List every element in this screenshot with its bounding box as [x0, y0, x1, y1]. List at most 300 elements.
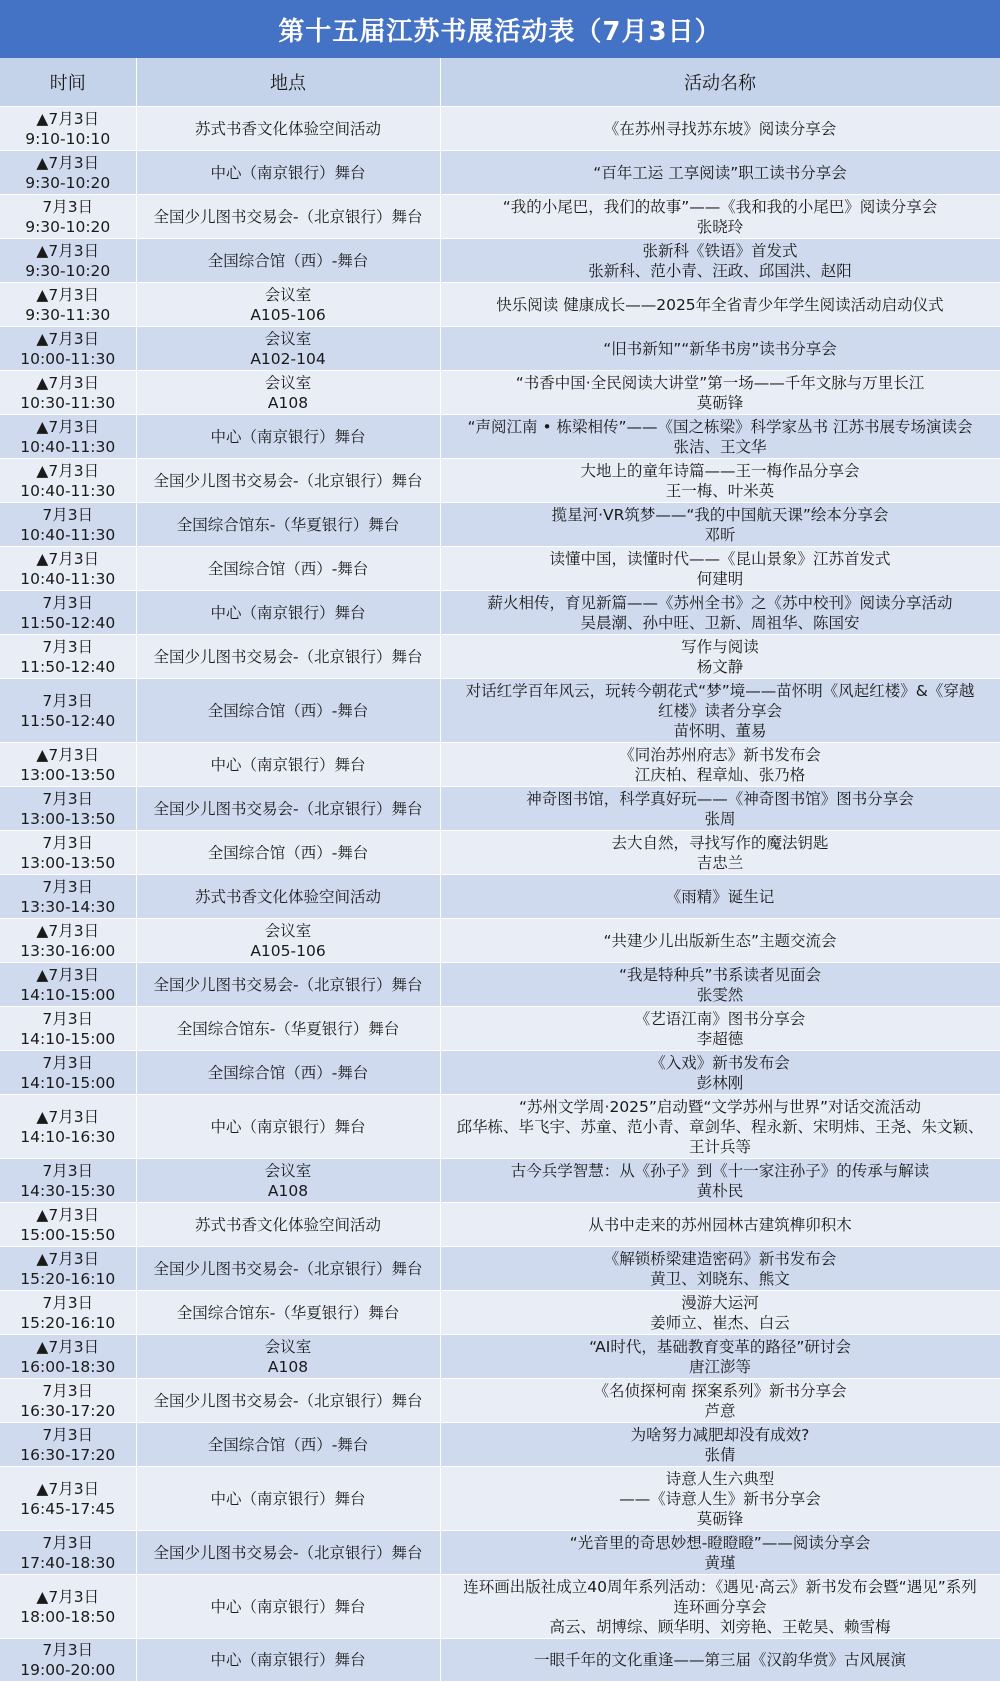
venue-cell — [136, 787, 440, 831]
table-row — [0, 547, 1000, 591]
venue-cell-line: 中心（南京银行）舞台 — [210, 1597, 366, 1616]
activity-cell-line: 一眼千年的文化重逢——第三届《汉韵华赏》古风展演 — [533, 1651, 906, 1669]
activity-cell-line: “苏州文学周·2025”启动暨“文学苏州与世界”对话交流活动 — [519, 1097, 921, 1116]
venue-cell — [136, 591, 440, 635]
activity-cell — [440, 1639, 1000, 1682]
table-row — [0, 327, 1000, 371]
venue-cell-line: 会议室 — [264, 285, 312, 304]
activity-cell-line: 为啥努力减肥却没有成效? — [630, 1425, 810, 1444]
activity-cell-line: 张倩 — [704, 1445, 736, 1464]
schedule-table — [0, 58, 1000, 1682]
activity-cell-line: 连环画出版社成立40周年系列活动：《遇见·高云》新书发布会暨“遇见”系列 — [463, 1577, 977, 1596]
time-cell-line: 19:00-20:00 — [20, 1661, 116, 1679]
time-cell-line: ▲7月3日 — [36, 153, 100, 172]
time-cell-line: 7月3日 — [42, 1425, 94, 1444]
time-cell-line: 11:50-12:40 — [20, 613, 116, 632]
activity-cell-line: 高云、胡博综、顾华明、刘旁艳、王乾昊、赖雪梅 — [549, 1617, 891, 1636]
activity-cell-line: 神奇图书馆，科学真好玩——《神奇图书馆》图书分享会 — [526, 789, 914, 808]
time-cell-line: ▲7月3日 — [36, 921, 100, 940]
time-cell-line: ▲7月3日 — [36, 373, 100, 392]
time-cell-line: 10:30-11:30 — [20, 393, 116, 412]
time-cell-line: ▲7月3日 — [36, 965, 100, 984]
venue-cell — [136, 415, 440, 459]
activity-cell — [440, 1051, 1000, 1095]
venue-cell-line: A108 — [267, 1357, 309, 1376]
venue-cell-line: 全国综合馆（西）-舞台 — [207, 1063, 369, 1082]
table-row — [0, 1291, 1000, 1335]
time-cell — [0, 371, 136, 415]
time-cell — [0, 239, 136, 283]
activity-cell-line: 《解锁桥梁建造密码》新书发布会 — [603, 1249, 837, 1268]
activity-cell-line: 《艺语江南》图书分享会 — [634, 1009, 806, 1028]
activity-cell-line: 芦意 — [704, 1401, 736, 1420]
venue-cell — [136, 1051, 440, 1095]
activity-cell-line: 《同治苏州府志》新书发布会 — [619, 745, 821, 764]
venue-cell — [136, 283, 440, 327]
time-cell — [0, 1467, 136, 1531]
activity-cell-line: 读懂中国，读懂时代——《昆山景象》江苏首发式 — [549, 549, 891, 568]
time-cell-line: 15:20-16:10 — [20, 1269, 116, 1288]
table-row — [0, 919, 1000, 963]
venue-cell-line: 全国综合馆东-（华夏银行）舞台 — [176, 1303, 400, 1322]
venue-cell-line: 全国综合馆东-（华夏银行）舞台 — [176, 515, 400, 534]
activity-cell — [440, 831, 1000, 875]
time-cell-line: ▲7月3日 — [36, 1205, 100, 1224]
activity-cell-line: 王计兵等 — [688, 1137, 751, 1156]
table-row — [0, 831, 1000, 875]
time-cell-line: 7月3日 — [42, 789, 94, 808]
schedule-body — [0, 107, 1000, 1682]
table-row — [0, 1639, 1000, 1682]
time-cell — [0, 1095, 136, 1159]
table-row — [0, 963, 1000, 1007]
time-cell-line: 13:00-13:50 — [20, 853, 116, 872]
time-cell-line: 7月3日 — [42, 1641, 94, 1659]
time-cell-line: 16:30-17:20 — [20, 1401, 116, 1420]
activity-cell-line: 张洁、王文华 — [673, 437, 767, 456]
time-cell-line: 16:00-18:30 — [20, 1357, 116, 1376]
activity-cell-line: 《名侦探柯南 探案系列》新书分享会 — [593, 1381, 847, 1400]
activity-cell — [440, 963, 1000, 1007]
activity-cell-line: “百年工运 工享阅读”职工读书分享会 — [593, 163, 847, 182]
venue-cell — [136, 1335, 440, 1379]
activity-cell-line: 诗意人生六典型 — [665, 1469, 775, 1488]
activity-cell — [440, 1575, 1000, 1639]
activity-cell-line: 红楼》读者分享会 — [657, 701, 782, 720]
venue-cell-line: 全国综合馆（西）-舞台 — [207, 843, 369, 862]
time-cell-line: 11:50-12:40 — [20, 711, 116, 730]
activity-cell — [440, 107, 1000, 151]
venue-cell — [136, 831, 440, 875]
table-row — [0, 1575, 1000, 1639]
activity-cell — [440, 591, 1000, 635]
table-row — [0, 415, 1000, 459]
venue-cell-line: A108 — [267, 1181, 309, 1200]
time-cell-line: 15:00-15:50 — [20, 1225, 116, 1244]
activity-cell-line: 姜师立、崔杰、白云 — [650, 1313, 790, 1332]
time-cell-line: ▲7月3日 — [36, 461, 100, 480]
time-cell-line: ▲7月3日 — [36, 109, 100, 128]
activity-cell — [440, 787, 1000, 831]
venue-cell-line: 会议室 — [264, 373, 312, 392]
time-cell — [0, 591, 136, 635]
venue-cell-line: 苏式书香文化体验空间活动 — [194, 119, 381, 138]
table-row — [0, 591, 1000, 635]
activity-cell — [440, 151, 1000, 195]
activity-cell — [440, 875, 1000, 919]
activity-cell — [440, 415, 1000, 459]
activity-cell-line: 快乐阅读 健康成长——2025年全省青少年学生阅读活动启动仪式 — [496, 295, 944, 314]
activity-cell-line: 吴晨潮、孙中旺、卫新、周祖华、陈国安 — [580, 613, 860, 632]
venue-cell — [136, 1007, 440, 1051]
venue-cell — [136, 875, 440, 919]
activity-cell — [440, 1423, 1000, 1467]
activity-cell — [440, 1159, 1000, 1203]
time-cell-line: 14:30-15:30 — [20, 1181, 116, 1200]
time-cell — [0, 283, 136, 327]
activity-cell-line: 苗怀明、董易 — [673, 721, 767, 740]
venue-cell — [136, 107, 440, 151]
time-cell-line: ▲7月3日 — [36, 1337, 100, 1356]
time-cell-line: 7月3日 — [42, 1009, 94, 1028]
activity-cell-line: 莫砺锋 — [696, 393, 744, 412]
venue-cell — [136, 1379, 440, 1423]
time-cell-line: 9:30-10:20 — [25, 261, 111, 280]
activity-cell — [440, 919, 1000, 963]
activity-cell — [440, 371, 1000, 415]
venue-cell-line: 全国少儿图书交易会-（北京银行）舞台 — [153, 1543, 423, 1562]
time-cell-line: 11:50-12:40 — [20, 657, 116, 676]
time-cell-line: 13:00-13:50 — [20, 809, 116, 828]
activity-cell-line: 张雯然 — [696, 985, 744, 1004]
time-cell-line: 10:40-11:30 — [20, 481, 116, 500]
venue-cell-line: 全国少儿图书交易会-（北京银行）舞台 — [153, 471, 423, 490]
table-row — [0, 1007, 1000, 1051]
activity-cell-line: 薪火相传，育见新篇——《苏州全书》之《苏中校刊》阅读分享活动 — [487, 593, 953, 612]
time-cell-line: ▲7月3日 — [36, 285, 100, 304]
activity-cell — [440, 1335, 1000, 1379]
activity-cell — [440, 283, 1000, 327]
table-row — [0, 371, 1000, 415]
activity-cell-line: “光音里的奇思妙想-瞪瞪瞪”——阅读分享会 — [569, 1533, 871, 1552]
venue-cell-line: A105-106 — [250, 941, 326, 960]
activity-cell-line: 吉忠兰 — [696, 853, 744, 872]
venue-cell-line: 中心（南京银行）舞台 — [210, 1651, 366, 1669]
venue-cell — [136, 1203, 440, 1247]
time-cell — [0, 787, 136, 831]
venue-cell — [136, 1247, 440, 1291]
activity-cell-line: “共建少儿出版新生态”主题交流会 — [603, 931, 837, 950]
venue-cell-line: 全国综合馆（西）-舞台 — [207, 1435, 369, 1454]
activity-cell-line: 莫砺锋 — [696, 1509, 744, 1528]
venue-cell-line: 全国少儿图书交易会-（北京银行）舞台 — [153, 975, 423, 994]
venue-cell — [136, 919, 440, 963]
venue-cell-line: 会议室 — [264, 1337, 312, 1356]
table-row — [0, 239, 1000, 283]
time-cell — [0, 1423, 136, 1467]
venue-cell — [136, 547, 440, 591]
time-cell-line: 10:40-11:30 — [20, 569, 116, 588]
venue-cell — [136, 195, 440, 239]
activity-cell — [440, 459, 1000, 503]
venue-cell-line: 苏式书香文化体验空间活动 — [194, 1215, 381, 1234]
time-cell — [0, 963, 136, 1007]
time-cell-line: 7月3日 — [42, 1293, 94, 1312]
activity-cell — [440, 547, 1000, 591]
table-row — [0, 787, 1000, 831]
venue-cell — [136, 1467, 440, 1531]
activity-cell — [440, 1531, 1000, 1575]
time-cell-line: 17:40-18:30 — [20, 1553, 116, 1572]
time-cell-line: ▲7月3日 — [36, 417, 100, 436]
activity-cell-line: 古今兵学智慧：从《孙子》到《十一家注孙子》的传承与解读 — [510, 1161, 930, 1180]
time-cell-line: 10:40-11:30 — [20, 437, 116, 456]
time-cell-line: 7月3日 — [42, 1161, 94, 1180]
venue-cell — [136, 743, 440, 787]
activity-cell — [440, 743, 1000, 787]
venue-cell-line: 全国综合馆（西）-舞台 — [207, 701, 369, 720]
time-cell-line: 9:10-10:10 — [25, 129, 111, 148]
time-cell — [0, 547, 136, 591]
time-cell-line: ▲7月3日 — [36, 1249, 100, 1268]
time-cell-line: 18:00-18:50 — [20, 1607, 116, 1626]
table-row — [0, 151, 1000, 195]
activity-cell-line: 漫游大运河 — [681, 1293, 759, 1312]
time-cell-line: 10:40-11:30 — [20, 525, 116, 544]
time-cell-line: 14:10-15:00 — [20, 1029, 116, 1048]
time-cell — [0, 1335, 136, 1379]
venue-cell-line: 苏式书香文化体验空间活动 — [194, 887, 381, 906]
activity-cell — [440, 679, 1000, 743]
time-cell — [0, 107, 136, 151]
venue-cell-line: 会议室 — [264, 329, 312, 348]
activity-cell — [440, 1095, 1000, 1159]
time-cell — [0, 151, 136, 195]
header-venue: 地点 — [136, 58, 440, 107]
activity-cell-line: 黄朴民 — [696, 1181, 744, 1200]
time-cell-line: 9:30-11:30 — [25, 305, 111, 324]
activity-cell-line: 张周 — [704, 809, 736, 828]
time-cell-line: 7月3日 — [42, 833, 94, 852]
time-cell — [0, 1051, 136, 1095]
table-row — [0, 743, 1000, 787]
activity-cell-line: 张晓玲 — [696, 217, 744, 236]
time-cell-line: ▲7月3日 — [36, 1479, 100, 1498]
time-cell — [0, 1379, 136, 1423]
activity-cell-line: 黄瑾 — [704, 1553, 736, 1572]
time-cell — [0, 1639, 136, 1682]
time-cell — [0, 919, 136, 963]
time-cell-line: 14:10-16:30 — [20, 1127, 116, 1146]
time-cell-line: 9:30-10:20 — [25, 217, 111, 236]
time-cell — [0, 1247, 136, 1291]
time-cell-line: 15:20-16:10 — [20, 1313, 116, 1332]
venue-cell-line: A105-106 — [250, 305, 326, 324]
venue-cell — [136, 1423, 440, 1467]
activity-cell — [440, 503, 1000, 547]
table-row — [0, 1247, 1000, 1291]
venue-cell-line: 中心（南京银行）舞台 — [210, 755, 366, 774]
venue-cell — [136, 327, 440, 371]
venue-cell-line: 全国少儿图书交易会-（北京银行）舞台 — [153, 799, 423, 818]
time-cell — [0, 1007, 136, 1051]
venue-cell — [136, 371, 440, 415]
time-cell-line: 13:00-13:50 — [20, 765, 116, 784]
activity-cell-line: 彭林刚 — [696, 1073, 744, 1092]
activity-cell-line: 去大自然，寻找写作的魔法钥匙 — [611, 833, 829, 852]
activity-cell — [440, 1291, 1000, 1335]
table-header-row — [0, 58, 1000, 107]
time-cell-line: 7月3日 — [42, 197, 94, 216]
activity-cell-line: 李超德 — [696, 1029, 744, 1048]
time-cell-line: 10:00-11:30 — [20, 349, 116, 368]
time-cell-line: ▲7月3日 — [36, 549, 100, 568]
activity-cell-line: 杨文静 — [696, 657, 744, 676]
venue-cell-line: 全国少儿图书交易会-（北京银行）舞台 — [153, 1391, 423, 1410]
time-cell-line: ▲7月3日 — [36, 1107, 100, 1126]
activity-cell-line: “我是特种兵”书系读者见面会 — [618, 965, 822, 984]
activity-cell-line: 揽星河·VR筑梦——“我的中国航天课”绘本分享会 — [551, 505, 889, 524]
venue-cell — [136, 635, 440, 679]
venue-cell-line: A108 — [267, 393, 309, 412]
time-cell-line: 7月3日 — [42, 1381, 94, 1400]
table-row — [0, 1335, 1000, 1379]
activity-cell-line: “旧书新知”“新华书房”读书分享会 — [603, 339, 837, 358]
time-cell-line: 7月3日 — [42, 1053, 94, 1072]
venue-cell — [136, 239, 440, 283]
table-row — [0, 1051, 1000, 1095]
table-row — [0, 1467, 1000, 1531]
table-row — [0, 679, 1000, 743]
time-cell-line: ▲7月3日 — [36, 329, 100, 348]
venue-cell-line: 全国少儿图书交易会-（北京银行）舞台 — [153, 647, 423, 666]
time-cell — [0, 1575, 136, 1639]
time-cell — [0, 679, 136, 743]
venue-cell-line: 全国综合馆（西）-舞台 — [207, 251, 369, 270]
activity-cell-line: 江庆柏、程章灿、张乃格 — [634, 765, 806, 784]
activity-cell — [440, 1379, 1000, 1423]
activity-cell-line: “声阅江南 • 栋梁相传”——《国之栋梁》科学家丛书 江苏书展专场演读会 — [467, 417, 973, 436]
time-cell — [0, 1203, 136, 1247]
time-cell-line: ▲7月3日 — [36, 1587, 100, 1606]
activity-cell-line: 王一梅、叶米英 — [665, 481, 775, 500]
page-title: 第十五届江苏书展活动表（7月3日） — [0, 0, 1000, 58]
venue-cell-line: 会议室 — [264, 921, 312, 940]
venue-cell-line: 中心（南京银行）舞台 — [210, 1117, 366, 1136]
venue-cell-line: 全国少儿图书交易会-（北京银行）舞台 — [153, 1259, 423, 1278]
table-row — [0, 1203, 1000, 1247]
time-cell-line: 9:30-10:20 — [25, 173, 111, 192]
time-cell — [0, 831, 136, 875]
venue-cell-line: 中心（南京银行）舞台 — [210, 603, 366, 622]
time-cell-line: 14:10-15:00 — [20, 1073, 116, 1092]
time-cell-line: 13:30-16:00 — [20, 941, 116, 960]
time-cell — [0, 635, 136, 679]
venue-cell-line: 中心（南京银行）舞台 — [210, 427, 366, 446]
table-row — [0, 875, 1000, 919]
activity-cell — [440, 1203, 1000, 1247]
activity-cell-line: 对话红学百年风云，玩转今朝花式“梦”境——苗怀明《风起红楼》&《穿越 — [465, 681, 975, 700]
activity-cell-line: 写作与阅读 — [681, 637, 759, 656]
time-cell-line: 14:10-15:00 — [20, 985, 116, 1004]
time-cell-line: 7月3日 — [42, 1533, 94, 1552]
time-cell — [0, 503, 136, 547]
time-cell-line: 7月3日 — [42, 593, 94, 612]
venue-cell-line: 中心（南京银行）舞台 — [210, 1489, 366, 1508]
activity-cell-line: 张新科《铁语》首发式 — [642, 241, 798, 260]
table-row — [0, 195, 1000, 239]
activity-cell-line: “AI时代，基础教育变革的路径”研讨会 — [589, 1337, 851, 1356]
table-row — [0, 1423, 1000, 1467]
activity-cell-line: “我的小尾巴，我们的故事”——《我和我的小尾巴》阅读分享会 — [502, 197, 938, 216]
table-row — [0, 635, 1000, 679]
activity-cell — [440, 635, 1000, 679]
activity-cell-line: “书香中国·全民阅读大讲堂”第一场——千年文脉与万里长江 — [515, 373, 925, 392]
time-cell-line: ▲7月3日 — [36, 745, 100, 764]
venue-cell — [136, 1159, 440, 1203]
time-cell — [0, 1159, 136, 1203]
activity-cell-line: 《雨精》诞生记 — [665, 887, 775, 906]
activity-cell-line: 黄卫、刘晓东、熊文 — [650, 1269, 790, 1288]
header-time: 时间 — [0, 58, 136, 107]
venue-cell — [136, 1575, 440, 1639]
table-row — [0, 1159, 1000, 1203]
activity-cell — [440, 1007, 1000, 1051]
venue-cell — [136, 503, 440, 547]
venue-cell — [136, 1095, 440, 1159]
activity-cell — [440, 327, 1000, 371]
activity-cell — [440, 195, 1000, 239]
venue-cell — [136, 1531, 440, 1575]
venue-cell — [136, 459, 440, 503]
activity-cell-line: 《在苏州寻找苏东坡》阅读分享会 — [603, 119, 837, 138]
venue-cell-line: 中心（南京银行）舞台 — [210, 163, 366, 182]
table-row — [0, 459, 1000, 503]
time-cell-line: 7月3日 — [42, 691, 94, 710]
table-row — [0, 1379, 1000, 1423]
time-cell — [0, 1531, 136, 1575]
time-cell-line: 16:45-17:45 — [20, 1499, 116, 1518]
venue-cell — [136, 151, 440, 195]
time-cell — [0, 327, 136, 371]
table-row — [0, 1095, 1000, 1159]
activity-cell-line: 邓昕 — [704, 525, 736, 544]
time-cell-line: 7月3日 — [42, 505, 94, 524]
venue-cell-line: 全国少儿图书交易会-（北京银行）舞台 — [153, 207, 423, 226]
activity-cell-line: ——《诗意人生》新书分享会 — [619, 1489, 821, 1508]
time-cell — [0, 1291, 136, 1335]
venue-cell — [136, 679, 440, 743]
activity-cell-line: 大地上的童年诗篇——王一梅作品分享会 — [580, 461, 860, 480]
time-cell-line: 7月3日 — [42, 877, 94, 896]
venue-cell-line: 全国综合馆（西）-舞台 — [207, 559, 369, 578]
activity-cell-line: 连环画分享会 — [673, 1597, 767, 1616]
time-cell-line: 16:30-17:20 — [20, 1445, 116, 1464]
time-cell-line: 13:30-14:30 — [20, 897, 116, 916]
activity-cell-line: 张新科、范小青、汪政、邱国洪、赵阳 — [588, 261, 852, 280]
time-cell — [0, 195, 136, 239]
activity-cell-line: 唐江澎等 — [688, 1357, 751, 1376]
venue-cell — [136, 1639, 440, 1682]
activity-cell-line: 《入戏》新书发布会 — [650, 1053, 790, 1072]
time-cell — [0, 743, 136, 787]
time-cell — [0, 459, 136, 503]
time-cell-line: 7月3日 — [42, 637, 94, 656]
header-activity: 活动名称 — [440, 58, 1000, 107]
time-cell-line: ▲7月3日 — [36, 241, 100, 260]
venue-cell-line: 全国综合馆东-（华夏银行）舞台 — [176, 1019, 400, 1038]
table-row — [0, 503, 1000, 547]
